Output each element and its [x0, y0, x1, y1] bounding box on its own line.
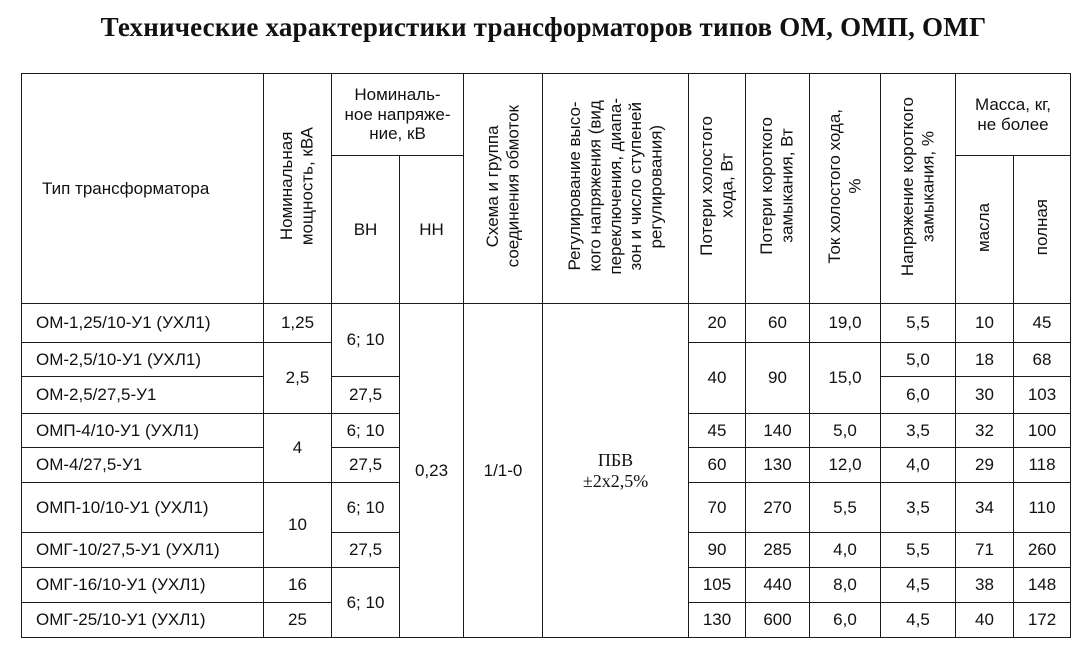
header-voltage: Номиналь- ное напряже- ние, кВ: [332, 74, 464, 156]
cell-uk: 4,5: [881, 568, 956, 603]
cell-uk: 3,5: [881, 483, 956, 533]
cell-p0: 90: [689, 533, 746, 568]
cell-pk: 285: [746, 533, 810, 568]
header-scheme: Схема и группа соединения обмоток: [464, 74, 543, 304]
header-oil: масла: [956, 156, 1014, 304]
cell-vn: 27,5: [332, 377, 400, 414]
cell-oil: 10: [956, 304, 1014, 343]
cell-oil: 29: [956, 448, 1014, 483]
page-title: Технические характеристики трансформаторов типов ОМ, ОМП, ОМГ: [100, 12, 987, 42]
cell-total: 260: [1014, 533, 1071, 568]
cell-vn: 6; 10: [332, 304, 400, 377]
cell-oil: 38: [956, 568, 1014, 603]
cell-pk: 440: [746, 568, 810, 603]
cell-vn: 27,5: [332, 448, 400, 483]
cell-vn: 6; 10: [332, 414, 400, 448]
cell-i0: 19,0: [810, 304, 881, 343]
header-uk: Напряжение короткого замыкания, %: [881, 74, 956, 304]
cell-p0: 20: [689, 304, 746, 343]
header-regulation: Регулирование высо- кого напряжения (вид переключения, диапа- зон и число ступеней регулирования): [543, 74, 689, 304]
header-vn: ВН: [332, 156, 400, 304]
cell-oil: 32: [956, 414, 1014, 448]
cell-uk: 4,0: [881, 448, 956, 483]
cell-i0: 6,0: [810, 603, 881, 638]
cell-oil: 34: [956, 483, 1014, 533]
cell-scheme: 1/1-0: [464, 304, 543, 638]
cell-total: 103: [1014, 377, 1071, 414]
header-p0: Потери холостого хода, Вт: [689, 74, 746, 304]
cell-pk: 90: [746, 343, 810, 414]
cell-type: ОМП-10/10-У1 (УХЛ1): [22, 483, 264, 533]
cell-p0: 105: [689, 568, 746, 603]
cell-total: 110: [1014, 483, 1071, 533]
cell-vn: 27,5: [332, 533, 400, 568]
cell-i0: 5,0: [810, 414, 881, 448]
cell-p0: 60: [689, 448, 746, 483]
cell-total: 148: [1014, 568, 1071, 603]
cell-i0: 8,0: [810, 568, 881, 603]
cell-uk: 3,5: [881, 414, 956, 448]
cell-pk: 270: [746, 483, 810, 533]
header-mass: Масса, кг, не более: [956, 74, 1071, 156]
cell-total: 100: [1014, 414, 1071, 448]
cell-uk: 6,0: [881, 377, 956, 414]
cell-oil: 18: [956, 343, 1014, 377]
cell-nn: 0,23: [400, 304, 464, 638]
cell-total: 45: [1014, 304, 1071, 343]
cell-type: ОМГ-10/27,5-У1 (УХЛ1): [22, 533, 264, 568]
cell-uk: 5,5: [881, 533, 956, 568]
cell-i0: 15,0: [810, 343, 881, 414]
cell-uk: 4,5: [881, 603, 956, 638]
cell-pk: 60: [746, 304, 810, 343]
cell-vn: 6; 10: [332, 568, 400, 638]
header-total: полная: [1014, 156, 1071, 304]
cell-pk: 130: [746, 448, 810, 483]
cell-type: ОМ-1,25/10-У1 (УХЛ1): [22, 304, 264, 343]
cell-total: 68: [1014, 343, 1071, 377]
cell-p0: 70: [689, 483, 746, 533]
header-nn: НН: [400, 156, 464, 304]
cell-oil: 40: [956, 603, 1014, 638]
cell-total: 172: [1014, 603, 1071, 638]
cell-power: 16: [264, 568, 332, 603]
cell-uk: 5,5: [881, 304, 956, 343]
spec-table: [21, 73, 1071, 638]
cell-power: 2,5: [264, 343, 332, 414]
cell-oil: 71: [956, 533, 1014, 568]
table-row: [22, 304, 1071, 343]
cell-i0: 4,0: [810, 533, 881, 568]
cell-power: 10: [264, 483, 332, 568]
cell-oil: 30: [956, 377, 1014, 414]
cell-p0: 45: [689, 414, 746, 448]
cell-i0: 12,0: [810, 448, 881, 483]
cell-power: 25: [264, 603, 332, 638]
cell-power: 4: [264, 414, 332, 483]
cell-power: 1,25: [264, 304, 332, 343]
cell-pk: 600: [746, 603, 810, 638]
header-pk: Потери короткого замыкания, Вт: [746, 74, 810, 304]
header-power: Номинальная мощность, кВА: [264, 74, 332, 304]
cell-type: ОМГ-25/10-У1 (УХЛ1): [22, 603, 264, 638]
cell-regulation: ПБВ ±2х2,5%: [543, 304, 689, 638]
cell-i0: 5,5: [810, 483, 881, 533]
cell-uk: 5,0: [881, 343, 956, 377]
header-i0: Ток холостого хода, %: [810, 74, 881, 304]
cell-type: ОМ-4/27,5-У1: [22, 448, 264, 483]
header-type: Тип трансформатора: [22, 74, 264, 304]
cell-type: ОМ-2,5/10-У1 (УХЛ1): [22, 343, 264, 377]
cell-p0: 130: [689, 603, 746, 638]
cell-type: ОМ-2,5/27,5-У1: [22, 377, 264, 414]
cell-pk: 140: [746, 414, 810, 448]
cell-vn: 6; 10: [332, 483, 400, 533]
cell-total: 118: [1014, 448, 1071, 483]
cell-p0: 40: [689, 343, 746, 414]
cell-type: ОМП-4/10-У1 (УХЛ1): [22, 414, 264, 448]
cell-type: ОМГ-16/10-У1 (УХЛ1): [22, 568, 264, 603]
